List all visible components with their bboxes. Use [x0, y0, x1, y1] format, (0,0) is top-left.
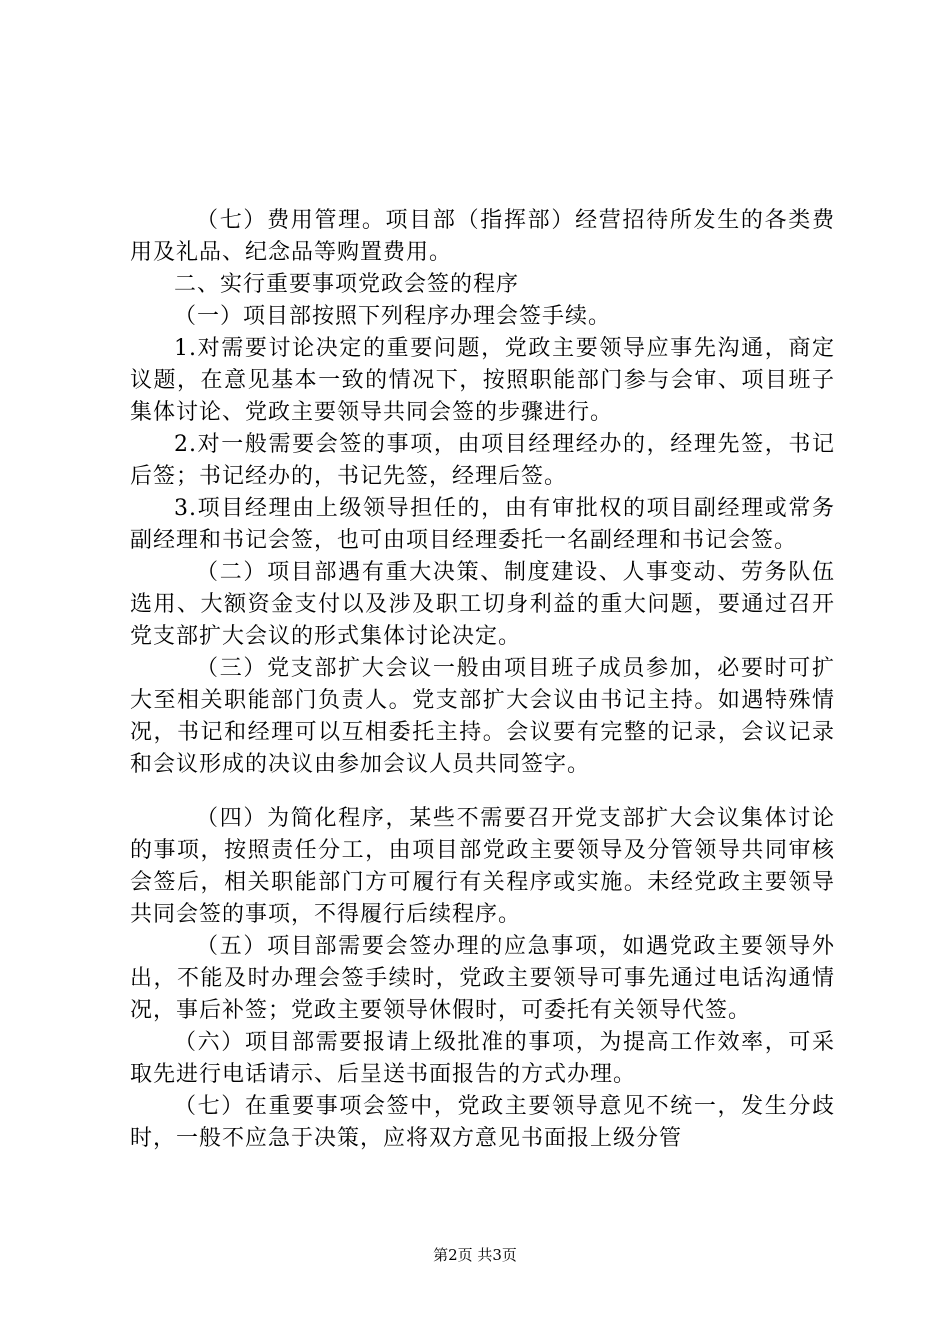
paragraph-item-7: （七）在重要事项会签中，党政主要领导意见不统一，发生分歧时，一般不应急于决策，应将双方意见书面报上级分管 [130, 1094, 835, 1151]
paragraph-subitem-2: 2.对一般需要会签的事项，由项目经理经办的，经理先签，书记后签；书记经办的，书记先签，经理后签。 [130, 432, 835, 489]
section-heading-2: 二、实行重要事项党政会签的程序 [174, 272, 520, 297]
paragraph-expense-management: （七）费用管理。项目部（指挥部）经营招待所发生的各类费用及礼品、纪念品等购置费用。 [130, 208, 835, 265]
page-footer: 第2页 共3页 [433, 1246, 517, 1264]
paragraph-item-2: （二）项目部遇有重大决策、制度建设、人事变动、劳务队伍选用、大额资金支付以及涉及职工切身利益的重大问题，要通过召开党支部扩大会议的形式集体讨论决定。 [130, 560, 835, 649]
paragraph-item-5: （五）项目部需要会签办理的应急事项，如遇党政主要领导外出，不能及时办理会签手续时，党政主要领导可事先通过电话沟通情况，事后补签；党政主要领导休假时，可委托有关领导代签。 [130, 934, 835, 1023]
paragraph-subitem-1: 1.对需要讨论决定的重要问题，党政主要领导应事先沟通，商定议题，在意见基本一致的情况下，按照职能部门参与会审、项目班子集体讨论、党政主要领导共同会签的步骤进行。 [130, 336, 835, 425]
paragraph-item-1: （一）项目部按照下列程序办理会签手续。 [174, 304, 612, 329]
document-body [130, 205, 835, 1155]
paragraph-item-3: （三）党支部扩大会议一般由项目班子成员参加，必要时可扩大至相关职能部门负责人。党支部扩大会议由书记主持。如遇特殊情况，书记和经理可以互相委托主持。会议要有完整的记录，会议记录和会议形成的决议由参加会议人员共同签字。 [130, 656, 835, 777]
paragraph-item-6: （六）项目部需要报请上级批准的事项，为提高工作效率，可采取先进行电话请示、后呈送书面报告的方式办理。 [130, 1030, 835, 1087]
paragraph-item-4: （四）为简化程序，某些不需要召开党支部扩大会议集体讨论的事项，按照责任分工，由项目部党政主要领导及分管领导共同审核会签后，相关职能部门方可履行有关程序或实施。未经党政主要领导共同会签的事项，不得履行后续程序。 [130, 806, 835, 927]
paragraph-subitem-3: 3.项目经理由上级领导担任的，由有审批权的项目副经理或常务副经理和书记会签，也可由项目经理委托一名副经理和书记会签。 [130, 496, 835, 553]
